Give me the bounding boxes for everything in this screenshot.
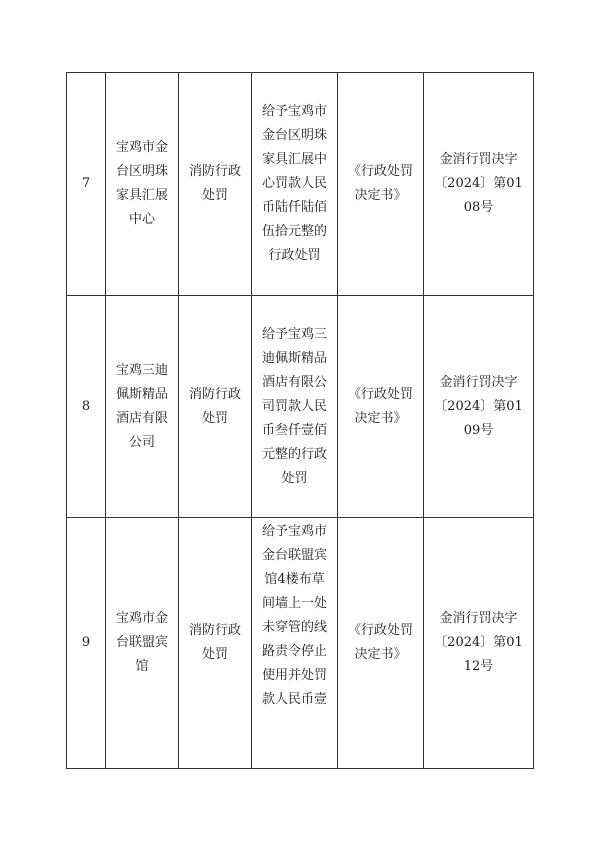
decision-number: 金消行罚决字〔2024〕第0108号 (424, 73, 534, 296)
penalty-content: 给予宝鸡市金台联盟宾馆4楼布草间墙上一处未穿管的线路责令停止使用并处罚款人民币壹 (252, 518, 338, 769)
party-name: 宝鸡市金台联盟宾馆 (106, 518, 179, 769)
penalty-type: 消防行政处罚 (179, 296, 252, 518)
table-row (67, 73, 534, 296)
decision-number: 金消行罚决字〔2024〕第0112号 (424, 518, 534, 769)
row-index: 7 (67, 73, 106, 296)
penalty-table (66, 72, 534, 769)
penalty-type: 消防行政处罚 (179, 518, 252, 769)
table-row (67, 296, 534, 518)
decision-document: 《行政处罚决定书》 (338, 73, 424, 296)
penalty-type: 消防行政处罚 (179, 73, 252, 296)
penalty-content: 给予宝鸡三迪佩斯精品酒店有限公司罚款人民币叁仟壹佰元整的行政处罚 (252, 296, 338, 518)
row-index: 8 (67, 296, 106, 518)
decision-number: 金消行罚决字〔2024〕第0109号 (424, 296, 534, 518)
party-name: 宝鸡市金台区明珠家具汇展中心 (106, 73, 179, 296)
penalty-content: 给予宝鸡市金台区明珠家具汇展中心罚款人民币陆仟陆佰伍拾元整的行政处罚 (252, 73, 338, 296)
decision-document: 《行政处罚决定书》 (338, 518, 424, 769)
decision-document: 《行政处罚决定书》 (338, 296, 424, 518)
row-index: 9 (67, 518, 106, 769)
table-row (67, 518, 534, 769)
party-name: 宝鸡三迪佩斯精品酒店有限公司 (106, 296, 179, 518)
